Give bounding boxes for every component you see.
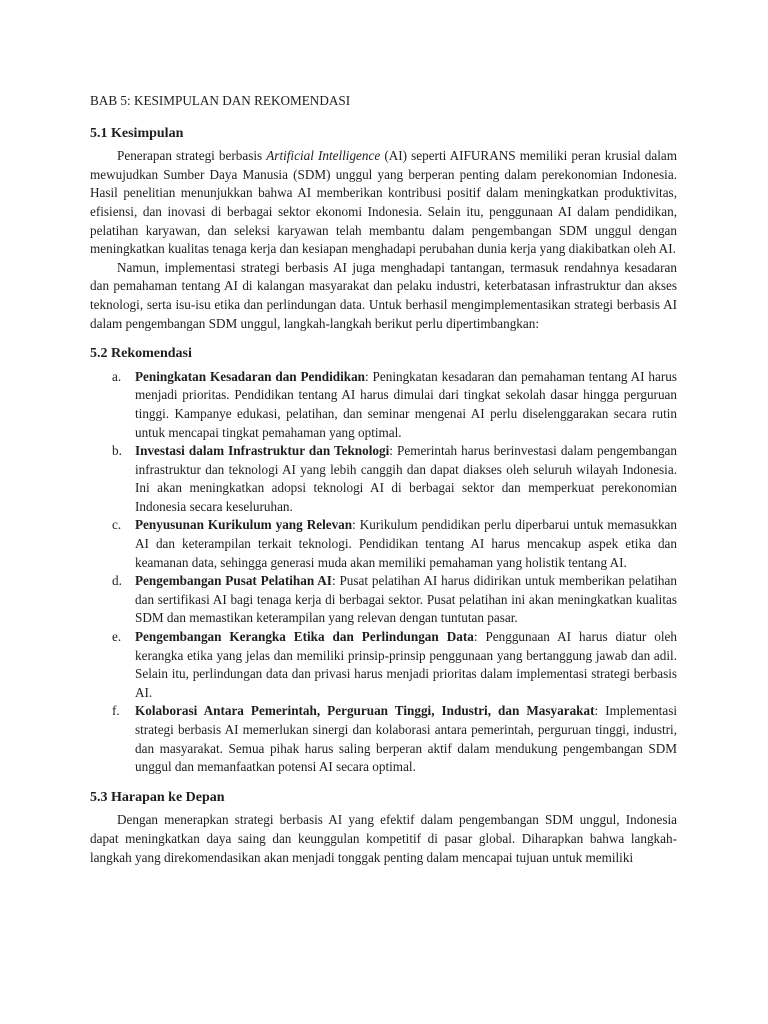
recommendation-letter: a. xyxy=(112,368,122,384)
recommendation-item xyxy=(90,572,677,628)
section-heading-harapan: 5.3 Harapan ke Depan xyxy=(90,789,225,805)
recommendation-letter: d. xyxy=(112,573,122,589)
recommendation-item xyxy=(90,516,677,572)
recommendation-text: : Pemerintah harus berinvestasi dalam pengembangan infrastruktur dan teknologi AI yang lebih canggih dan dapat diakses oleh seluruh wilayah Indonesia. Ini akan meningkatkan adopsi teknologi AI di berbagai sektor dan memperkuat perekonomian Indonesia secara keseluruhan. xyxy=(135,443,677,514)
recommendation-title: Pengembangan Pusat Pelatihan AI xyxy=(135,573,332,589)
recommendation-text: : Implementasi strategi berbasis AI memerlukan sinergi dan kolaborasi antara pemerintah, perguruan tinggi, industri, dan masyarakat. Semua pihak harus saling berperan aktif dalam mendukung pengembangan SDM unggul dan memanfaatkan potensi AI secara optimal. xyxy=(135,703,677,775)
recommendation-letter: b. xyxy=(112,443,122,459)
recommendation-letter: c. xyxy=(112,517,122,533)
kesimpulan-para1-rest: (AI) seperti AIFURANS memiliki peran krusial dalam mewujudkan Sumber Daya Manusia (SDM) unggul yang berperan penting dalam perekonomian Indonesia. Hasil penelitian menunjukkan bahwa AI memberikan kontribusi positif dalam meningkatkan produktivitas, efisiensi, dan inovasi di berbagai sektor ekonomi Indonesia. Selain itu, penggunaan AI dalam pendidikan, pelatihan karyawan, dan seleksi karyawan telah membantu dalam pengembangan SDM unggul dengan meningkatkan kualitas tenaga kerja dan kesiapan menghadapi perubahan dunia kerja yang diakibatkan oleh AI. xyxy=(90,148,678,257)
recommendation-letter: e. xyxy=(112,629,122,645)
recommendation-item xyxy=(90,368,677,442)
recommendation-text: : Pusat pelatihan AI harus didirikan untuk memberikan pelatihan dan sertifikasi AI bagi tenaga kerja di berbagai sektor. Pusat pelatihan ini akan meningkatkan kualitas SDM dan memastikan keterampilan yang relevan dengan tuntutan pasar. xyxy=(135,573,677,626)
recommendation-title: Kolaborasi Antara Pemerintah, Perguruan Tinggi, Industri, dan Masyarakat xyxy=(135,703,595,719)
section-spacer xyxy=(90,333,677,345)
harapan-paragraph-1: Dengan menerapkan strategi berbasis AI yang efektif dalam pengembangan SDM unggul, Indonesia dapat meningkatkan daya saing dan keunggulan kompetitif di pasar global. Diharapkan bahwa langkah-langkah yang direkomendasikan akan menjadi tonggak penting dalam mencapai tujuan untuk memiliki xyxy=(90,812,677,865)
recommendation-text: : Peningkatan kesadaran dan pemahaman tentang AI harus menjadi prioritas. Pendidikan tentang AI harus dimulai dari tingkat sekolah dasar hingga perguruan tinggi. Kampanye edukasi, pelatihan, dan seminar mengenai AI perlu diselenggarakan secara rutin untuk mencapai tingkat pemahaman yang optimal. xyxy=(135,368,677,440)
document-page xyxy=(90,92,677,867)
recommendation-title: Penyusunan Kurikulum yang Relevan xyxy=(135,517,353,533)
section-heading-kesimpulan: 5.1 Kesimpulan xyxy=(90,125,184,141)
recommendation-title: Peningkatan Kesadaran dan Pendidikan xyxy=(135,368,366,384)
recommendation-title: Investasi dalam Infrastruktur dan Teknologi xyxy=(135,443,390,459)
recommendation-text: : Penggunaan AI harus diatur oleh kerangka etika yang jelas dan memiliki prinsip-prinsip penggunaan yang bertanggung jawab dan adil. Selain itu, perlindungan data dan privasi harus menjadi prioritas dalam implementasi strategi berbasis AI. xyxy=(135,629,677,700)
recommendation-letter: f. xyxy=(112,703,120,719)
kesimpulan-para1-prefix: Penerapan strategi berbasis xyxy=(117,148,267,164)
recommendation-list xyxy=(90,368,677,777)
recommendation-item xyxy=(90,628,677,702)
section-spacer xyxy=(90,777,677,789)
recommendation-title: Pengembangan Kerangka Etika dan Perlindungan Data xyxy=(135,629,474,645)
kesimpulan-paragraph-1 xyxy=(90,147,677,259)
kesimpulan-paragraph-2: Namun, implementasi strategi berbasis AI juga menghadapi tantangan, termasuk rendahnya kesadaran dan pemahaman tentang AI di kalangan masyarakat dan pelaku industri, keterbatasan infrastruktur dan akses teknologi, serta isu-isu etika dan perlindungan data. Untuk berhasil mengimplementasikan strategi berbasis AI dalam pengembangan SDM unggul, langkah-langkah berikut perlu dipertimbangkan: xyxy=(90,259,677,331)
section-heading-rekomendasi: 5.2 Rekomendasi xyxy=(90,346,192,362)
recommendation-item xyxy=(90,442,677,516)
chapter-title: BAB 5: KESIMPULAN DAN REKOMENDASI xyxy=(90,93,351,108)
recommendation-text: : Kurikulum pendidikan perlu diperbarui untuk memasukkan AI dan keterampilan terkait teknologi. Pendidikan tentang AI harus mencakup aspek etika dan keamanan data, sehingga generasi muda akan memiliki pemahaman yang holistik tentang AI. xyxy=(135,517,677,570)
kesimpulan-para1-italic: Artificial Intelligence xyxy=(266,148,381,164)
recommendation-item xyxy=(90,702,677,776)
